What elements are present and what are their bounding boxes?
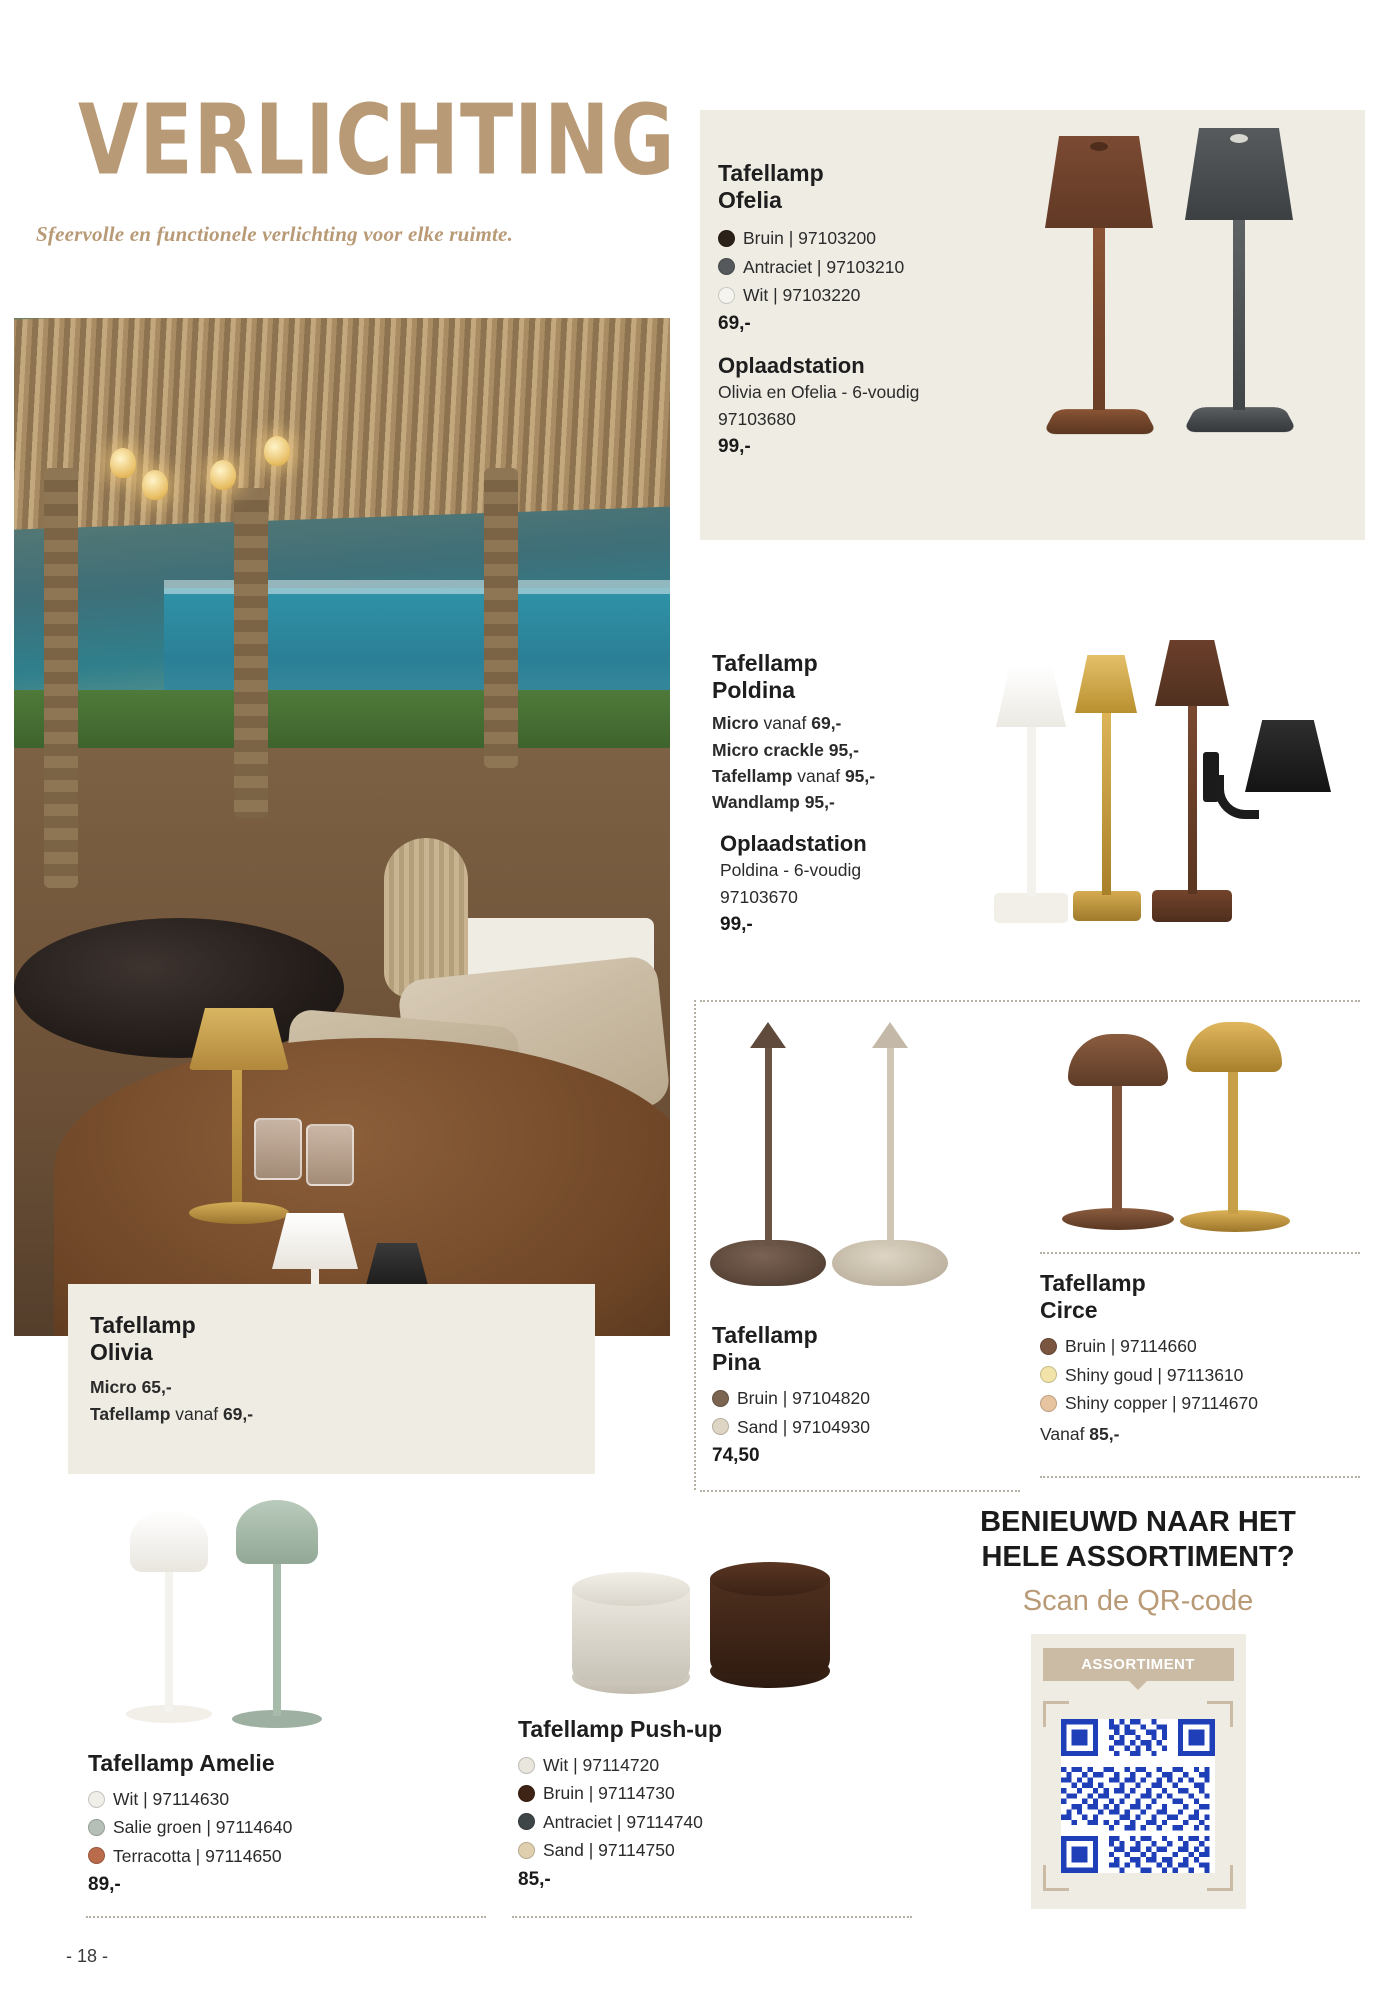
divider — [1040, 1252, 1360, 1254]
olivia-variant-row — [90, 1401, 253, 1427]
poldina-lamp-gold-base — [1073, 891, 1141, 921]
page-subtitle: Sfeervolle en functionele verlichting voor elke ruimte. — [36, 222, 514, 246]
pina-lamp-brown-top-icon — [750, 1022, 786, 1048]
poldina-charger-title: Oplaadstation — [720, 831, 867, 857]
poldina-lamp-gold-stem — [1102, 713, 1111, 895]
poldina-title-line1: Tafellamp — [712, 650, 818, 676]
color-swatch-icon — [518, 1813, 535, 1830]
circe-option-label: Shiny copper | 97114670 — [1065, 1392, 1258, 1413]
olivia-variant-price: 69,- — [222, 1403, 254, 1424]
promo-headline-line2: HELE ASSORTIMENT? — [981, 1540, 1295, 1573]
pina-price: 74,50 — [712, 1444, 760, 1466]
color-swatch-icon — [1040, 1366, 1057, 1383]
circe-option — [1040, 1361, 1340, 1389]
pina-title-line2: Pina — [712, 1349, 761, 1376]
pina-option-label: Bruin | 97104820 — [737, 1388, 870, 1409]
poldina-lamp-gold-shade — [1075, 655, 1137, 713]
color-swatch-icon — [518, 1757, 535, 1774]
pina-lamp-sand-top-icon — [872, 1022, 908, 1048]
color-swatch-icon — [88, 1847, 105, 1864]
product-block-pina — [712, 1322, 962, 1467]
circe-lamp-brown-stem — [1112, 1086, 1122, 1212]
poldina-lamp-brown-shade — [1155, 640, 1229, 706]
poldina-variant-mid: vanaf — [792, 765, 845, 786]
pushup-lamp-brown-top — [710, 1562, 830, 1596]
divider — [512, 1916, 912, 1918]
pushup-option-label: Sand | 97114750 — [543, 1840, 675, 1861]
pushup-title: Tafellamp Push-up — [518, 1716, 723, 1742]
color-swatch-icon — [712, 1418, 729, 1435]
promo-headline-line1: BENIEUWD NAAR HET — [980, 1506, 1296, 1538]
page-number: - 18 - — [66, 1946, 109, 1966]
ofelia-option — [718, 224, 1018, 252]
photo-lamp-white-shade — [272, 1213, 358, 1269]
qr-code-icon — [1061, 1719, 1215, 1873]
color-swatch-icon — [718, 230, 735, 247]
olivia-variant-price: 65,- — [141, 1377, 172, 1398]
poldina-title-line2: Poldina — [712, 677, 796, 704]
photo-glass — [306, 1124, 354, 1186]
ofelia-charger-desc: Olivia en Ofelia - 6-voudig — [718, 382, 920, 403]
poldina-variant-name: Micro crackle — [712, 739, 824, 760]
photo-bulb — [264, 436, 290, 466]
pushup-option — [518, 1751, 848, 1779]
product-block-poldina — [712, 650, 1002, 936]
amelie-option — [88, 1813, 418, 1841]
color-swatch-icon — [718, 258, 735, 275]
poldina-variant-price: 69,- — [811, 713, 842, 734]
poldina-wall-lamp-shade — [1245, 720, 1331, 792]
circe-lamp-brown-dome — [1068, 1034, 1168, 1086]
pushup-option-label: Bruin | 97114730 — [543, 1783, 675, 1804]
photo-palm-trunk — [44, 468, 78, 888]
amelie-price: 89,- — [88, 1874, 121, 1896]
poldina-variant-mid: vanaf — [758, 713, 812, 734]
pina-option — [712, 1384, 962, 1412]
poldina-variant-price: 95,- — [804, 792, 835, 812]
ofelia-option-label: Wit | 97103220 — [743, 284, 861, 305]
color-swatch-icon — [518, 1785, 535, 1802]
amelie-option-label: Terracotta | 97114650 — [113, 1845, 282, 1866]
olivia-variant-name: Micro — [90, 1377, 137, 1398]
poldina-charger-code: 97103670 — [720, 886, 798, 907]
amelie-lamp-white-stem — [165, 1572, 173, 1712]
qr-card — [1031, 1634, 1246, 1909]
photo-palm-trunk — [234, 488, 268, 818]
poldina-lamp-white-stem — [1027, 727, 1036, 897]
amelie-option-label: Salie groen | 97114640 — [113, 1817, 293, 1838]
ofelia-charger-title: Oplaadstation — [718, 353, 865, 379]
poldina-lamp-brown-base — [1152, 890, 1232, 922]
ofelia-charger-code: 97103680 — [718, 408, 796, 429]
circe-option-label: Bruin | 97114660 — [1065, 1336, 1197, 1357]
product-block-circe — [1040, 1270, 1340, 1448]
pushup-price: 85,- — [518, 1868, 551, 1890]
color-swatch-icon — [88, 1819, 105, 1836]
olivia-title-line1: Tafellamp — [90, 1312, 196, 1338]
poldina-variant-price: 95,- — [844, 765, 876, 786]
ofelia-text — [718, 160, 1018, 458]
poldina-lamp-white-shade — [996, 665, 1066, 727]
pushup-option — [518, 1836, 848, 1864]
amelie-option — [88, 1785, 418, 1813]
circe-price-row — [1040, 1421, 1340, 1447]
divider — [700, 1000, 1360, 1002]
ofelia-option-label: Antraciet | 97103210 — [743, 256, 905, 277]
olivia-variant-mid: vanaf — [170, 1403, 223, 1424]
divider — [1040, 1476, 1360, 1478]
pina-lamp-sand-base — [832, 1240, 948, 1286]
page-title: VERLICHTING — [78, 84, 676, 197]
pushup-option — [518, 1808, 848, 1836]
color-swatch-icon — [1040, 1395, 1057, 1412]
qr-promo-block — [938, 1505, 1338, 1909]
poldina-variant-row — [712, 789, 1002, 815]
ofelia-lamp-brown-base — [1042, 409, 1157, 434]
poldina-variant-name: Micro — [712, 713, 759, 734]
color-swatch-icon — [88, 1791, 105, 1808]
poldina-lamp-white-base — [994, 893, 1068, 923]
product-block-amelie — [88, 1750, 418, 1896]
poldina-lamp-brown-stem — [1188, 706, 1197, 894]
poldina-variant-price: 95,- — [828, 739, 859, 760]
amelie-title: Tafellamp Amelie — [88, 1750, 275, 1776]
promo-scan-text: Scan de QR-code — [1022, 1584, 1254, 1617]
pushup-option — [518, 1779, 848, 1807]
qr-badge: ASSORTIMENT — [1043, 1648, 1234, 1681]
pushup-lamp-white-top — [572, 1572, 690, 1606]
ofelia-price: 69,- — [718, 313, 751, 335]
poldina-charger-price: 99,- — [720, 913, 753, 935]
amelie-lamp-green-dome — [236, 1500, 318, 1564]
ofelia-title-line2: Ofelia — [718, 187, 782, 214]
amelie-option-label: Wit | 97114630 — [113, 1789, 230, 1810]
olivia-title-line2: Olivia — [90, 1339, 153, 1366]
pina-lamp-sand-stem — [887, 1046, 894, 1246]
photo-bulb — [110, 448, 136, 478]
divider — [700, 1490, 1020, 1492]
pushup-option-label: Antraciet | 97114740 — [543, 1811, 703, 1832]
circe-title-line2: Circe — [1040, 1297, 1098, 1324]
product-block-pushup — [518, 1716, 848, 1891]
olivia-text — [90, 1312, 253, 1427]
pina-lamp-brown-base — [710, 1240, 826, 1286]
hero-photo — [14, 318, 670, 1336]
poldina-variant-row — [712, 710, 1002, 736]
color-swatch-icon — [518, 1842, 535, 1859]
divider — [86, 1916, 486, 1918]
qr-code[interactable] — [1043, 1701, 1233, 1891]
photo-glass — [254, 1118, 302, 1180]
pina-lamp-brown-stem — [765, 1046, 772, 1246]
color-swatch-icon — [1040, 1338, 1057, 1355]
circe-lamp-gold-dome — [1186, 1022, 1282, 1072]
photo-lamp-olivia-gold-shade — [189, 1008, 289, 1070]
color-swatch-icon — [718, 287, 735, 304]
product-block-olivia — [68, 1284, 595, 1474]
photo-bulb — [210, 460, 236, 490]
ofelia-lamp-brown-button-icon — [1090, 142, 1108, 151]
photo-palm-trunk — [484, 468, 518, 768]
ofelia-option-label: Bruin | 97103200 — [743, 228, 876, 249]
pina-option — [712, 1413, 962, 1441]
poldina-variant-name: Wandlamp — [712, 792, 800, 812]
photo-vase-lamp — [384, 838, 468, 998]
circe-option — [1040, 1389, 1340, 1417]
olivia-variant-name: Tafellamp — [90, 1403, 171, 1424]
ofelia-title-line1: Tafellamp — [718, 160, 824, 186]
photo-lamp-olivia-gold-base — [189, 1202, 289, 1224]
ofelia-lamp-grey-button-icon — [1230, 134, 1248, 143]
ofelia-lamp-grey-stem — [1233, 220, 1245, 410]
poldina-variant-row — [712, 763, 1002, 789]
ofelia-option — [718, 253, 1018, 281]
ofelia-lamp-brown-stem — [1093, 228, 1105, 410]
circe-price-prefix: Vanaf — [1040, 1424, 1090, 1445]
pina-title-line1: Tafellamp — [712, 1322, 818, 1348]
ofelia-option — [718, 281, 1018, 309]
circe-lamp-gold-stem — [1228, 1072, 1238, 1214]
poldina-variant-row — [712, 737, 1002, 763]
poldina-variant-name: Tafellamp — [712, 765, 793, 786]
ofelia-charger-price: 99,- — [718, 435, 751, 457]
divider-vertical — [694, 1000, 696, 1490]
circe-option — [1040, 1332, 1340, 1360]
circe-option-label: Shiny goud | 97113610 — [1065, 1364, 1244, 1385]
poldina-charger-desc: Poldina - 6-voudig — [720, 860, 862, 881]
pushup-option-label: Wit | 97114720 — [543, 1755, 660, 1776]
olivia-variant-row — [90, 1374, 253, 1400]
pina-option-label: Sand | 97104930 — [737, 1416, 871, 1437]
color-swatch-icon — [712, 1390, 729, 1407]
amelie-option — [88, 1842, 418, 1870]
amelie-lamp-green-stem — [273, 1564, 281, 1716]
circe-title-line1: Tafellamp — [1040, 1270, 1146, 1296]
photo-thatch-roof — [14, 318, 670, 530]
photo-lamp-olivia-gold-stem — [232, 1070, 242, 1210]
circe-price: 85,- — [1089, 1424, 1120, 1445]
amelie-lamp-white-dome — [130, 1510, 208, 1572]
photo-bulb — [142, 470, 168, 500]
